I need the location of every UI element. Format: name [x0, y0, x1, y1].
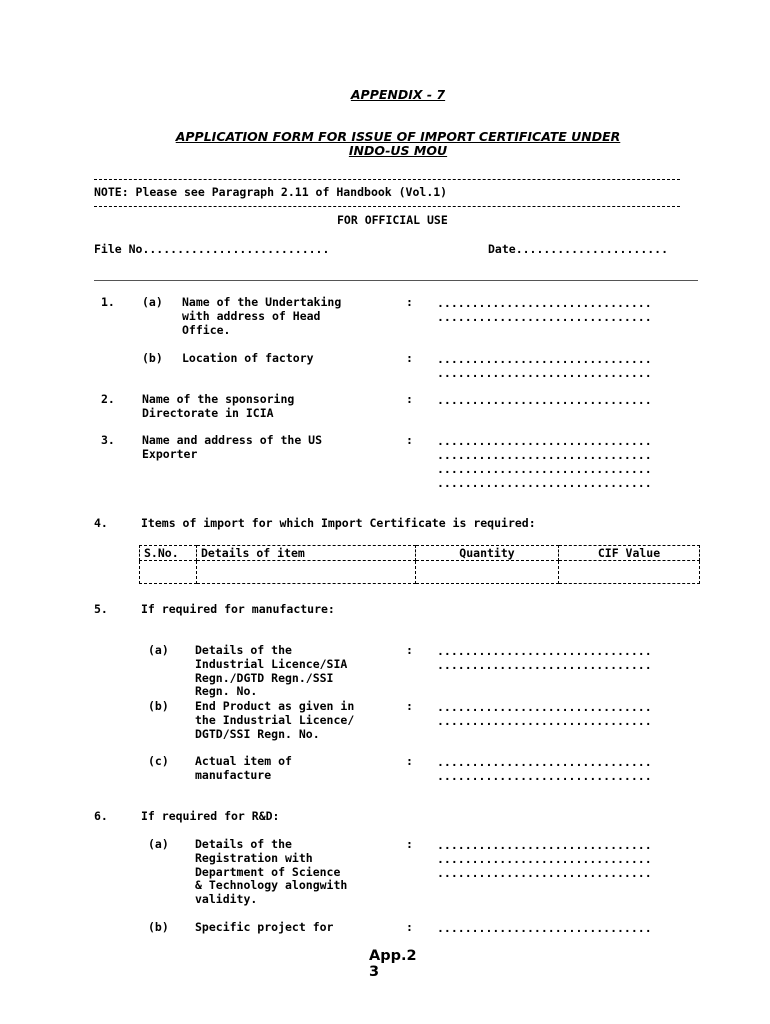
colon: : [406, 754, 413, 768]
item-5b-label: End Product as given in the Industrial Licence/ DGTD/SSI Regn. No. [195, 699, 355, 741]
item-5-number: 5. [94, 602, 108, 616]
fill-line[interactable]: ............................... [437, 852, 652, 866]
item-1-number: 1. [101, 295, 115, 309]
item-1b-letter: (b) [142, 351, 163, 365]
item-3-number: 3. [101, 433, 115, 447]
item-6-label: If required for R&D: [141, 809, 280, 823]
item-6b-label: Specific project for [195, 920, 334, 934]
item-1b-label: Location of factory [182, 351, 314, 365]
fill-line[interactable]: ............................... [437, 921, 652, 935]
fill-line[interactable]: ............................... [437, 714, 652, 728]
table-header-details: Details of item [197, 546, 416, 561]
colon: : [406, 351, 413, 365]
colon: : [406, 699, 413, 713]
colon: : [406, 920, 413, 934]
colon: : [406, 433, 413, 447]
fill-line[interactable]: ............................... [437, 296, 652, 310]
item-5a-letter: (a) [148, 643, 169, 657]
date-field: Date...................... [488, 242, 669, 256]
horizontal-rule [94, 280, 698, 281]
table-cell[interactable] [140, 561, 197, 584]
divider [94, 179, 680, 180]
item-4-number: 4. [94, 516, 108, 530]
fill-line[interactable]: ............................... [437, 448, 652, 462]
divider [94, 206, 680, 207]
fill-line[interactable]: ............................... [437, 393, 652, 407]
colon: : [406, 295, 413, 309]
item-6b-letter: (b) [148, 920, 169, 934]
fill-line[interactable]: ............................... [437, 769, 652, 783]
fill-line[interactable]: ............................... [437, 310, 652, 324]
item-6a-label: Details of the Registration with Department of Science & Technology alongwith validity. [195, 837, 348, 907]
form-title-line1: APPLICATION FORM FOR ISSUE OF IMPORT CERTIFICATE UNDER [175, 129, 621, 144]
fill-line[interactable]: ............................... [437, 434, 652, 448]
table-header-sno: S.No. [140, 546, 197, 561]
note-text: NOTE: Please see Paragraph 2.11 of Handbook (Vol.1) [94, 185, 448, 199]
fill-line[interactable]: ............................... [437, 866, 652, 880]
colon: : [406, 643, 413, 657]
table-header-quantity: Quantity [416, 546, 559, 561]
appendix-heading: APPENDIX - 7 [350, 87, 446, 102]
item-1a-label: Name of the Undertaking with address of Head Office. [182, 295, 342, 337]
fill-line[interactable]: ............................... [437, 755, 652, 769]
fill-line[interactable]: ............................... [437, 644, 652, 658]
item-6a-letter: (a) [148, 837, 169, 851]
page-number: App.2 3 [369, 948, 417, 980]
fill-line[interactable]: ............................... [437, 366, 652, 380]
item-5b-letter: (b) [148, 699, 169, 713]
fill-line[interactable]: ............................... [437, 658, 652, 672]
import-items-table [139, 545, 700, 584]
item-3-label: Name and address of the US Exporter [142, 433, 323, 461]
item-5a-label: Details of the Industrial Licence/SIA Regn./DGTD Regn./SSI Regn. No. [195, 643, 348, 699]
item-4-label: Items of import for which Import Certificate is required: [141, 516, 536, 530]
official-use-label: FOR OFFICIAL USE [337, 213, 448, 227]
item-5c-label: Actual item of manufacture [195, 754, 292, 782]
item-5-label: If required for manufacture: [141, 602, 335, 616]
item-2-label: Name of the sponsoring Directorate in ICIA [142, 392, 295, 420]
table-cell[interactable] [197, 561, 416, 584]
table-header-cif-value: CIF Value [559, 546, 700, 561]
file-no-field: File No........................... [94, 242, 330, 256]
form-title-line2: INDO-US MOU [348, 143, 448, 158]
fill-line[interactable]: ............................... [437, 838, 652, 852]
item-2-number: 2. [101, 392, 115, 406]
fill-line[interactable]: ............................... [437, 700, 652, 714]
colon: : [406, 837, 413, 851]
colon: : [406, 392, 413, 406]
item-6-number: 6. [94, 809, 108, 823]
item-5c-letter: (c) [148, 754, 169, 768]
fill-line[interactable]: ............................... [437, 352, 652, 366]
table-cell[interactable] [559, 561, 700, 584]
fill-line[interactable]: ............................... [437, 462, 652, 476]
item-1a-letter: (a) [142, 295, 163, 309]
table-cell[interactable] [416, 561, 559, 584]
fill-line[interactable]: ............................... [437, 476, 652, 490]
